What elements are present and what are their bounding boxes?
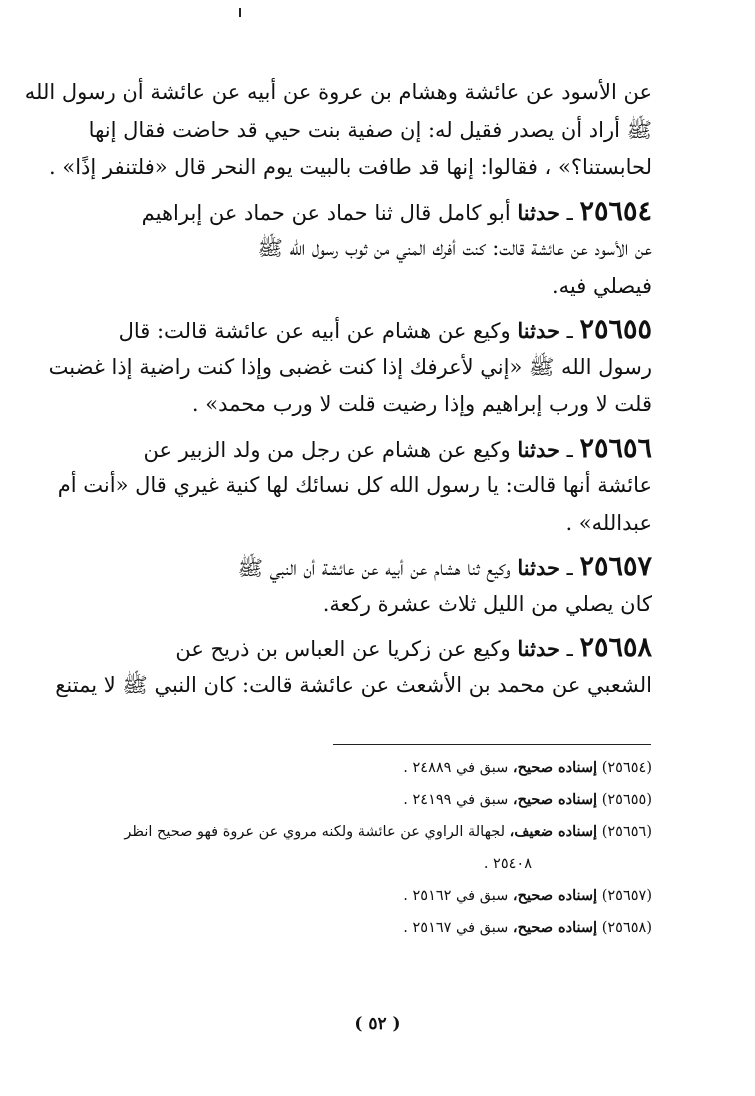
text-line: كان يصلي من الليل ثلاث عشرة ركعة.: [322, 591, 652, 616]
hadith-text: وكيع عن هشام عن أبيه عن عائشة قالت: قال: [118, 319, 518, 343]
footnote-text: ٢٥٤٠٨ .: [483, 856, 532, 872]
footnote-ref: (٢٥٦٥٥): [601, 792, 652, 808]
hadith-separator: ـ: [559, 200, 580, 225]
hadith-separator: ـ: [559, 319, 580, 343]
footnote-grade: إسناده صحيح،: [512, 791, 598, 808]
hadith-number: ٢٥٦٥٧: [579, 551, 652, 582]
hadith-number: ٢٥٦٥٤: [579, 195, 652, 227]
text-line: عائشة أنها قالت: يا رسول الله كل نسائك لها كنية غيري قال «أنت أم: [57, 473, 652, 497]
hadith-25657: [90, 548, 652, 623]
hadith-text: وكيع ثنا هشام عن أبيه عن عائشة أن النبي ﷺ: [237, 556, 518, 580]
hadith-lead: حدثنا: [517, 436, 560, 462]
text-line: رسول الله ﷺ «إني لأعرفك إذا كنت غضبى وإذا كنت راضية إذا غضبت: [48, 354, 652, 379]
text-line: الشعبي عن محمد بن الأشعث عن عائشة قالت: كان النبي ﷺ لا يمتنع: [55, 672, 652, 697]
hadith-separator: ـ: [559, 437, 580, 462]
hadith-lead: حدثنا: [517, 636, 560, 661]
hadith-separator: ـ: [559, 637, 580, 661]
hadith-first-line: [90, 311, 652, 349]
text-line: فيصلي فيه.: [551, 273, 652, 298]
footnotes: [72, 752, 652, 944]
hadith-25658: [55, 629, 652, 704]
hadith-number: ٢٥٦٥٦: [579, 432, 652, 464]
hadith-lead: حدثنا: [517, 318, 560, 343]
hadith-first-line: [90, 629, 652, 667]
page-number: ( ٥٢ ): [354, 1014, 401, 1034]
footnote: [72, 880, 652, 912]
hadith-number: ٢٥٦٥٥: [579, 314, 652, 345]
hadith-text: وكيع عن زكريا عن العباس بن ذريح عن: [175, 637, 518, 661]
hadith-first-line: [90, 548, 652, 586]
footnote-text: سبق في ٢٤١٩٩ .: [403, 792, 513, 808]
footnote: [72, 816, 652, 848]
hadith-25656: [57, 430, 652, 543]
footnote-grade: إسناده ضعيف،: [509, 823, 598, 840]
hadith-lead: حدثنا: [517, 555, 560, 580]
hadith-lead: حدثنا: [517, 199, 560, 225]
text-line: لحابستنا؟» ، فقالوا: إنها قد طافت بالبيت يوم النحر قال «فلتنفر إذًا» .: [49, 155, 652, 179]
hadith-first-line: [90, 193, 652, 231]
footnote-text: سبق في ٢٥١٦٢ .: [403, 888, 513, 904]
footnote-text: سبق في ٢٥١٦٧ .: [403, 920, 513, 936]
text-line: ﷺ أراد أن يصدر فقيل له: إن صفية بنت حيي قد حاضت فقال إنها: [88, 117, 652, 142]
footnote-ref: (٢٥٦٥٦): [601, 824, 652, 840]
hadith-separator: ـ: [559, 556, 580, 580]
footnote-grade: إسناده صحيح،: [512, 919, 598, 936]
text-line: عن الأسود عن عائشة وهشام بن عروة عن أبيه عن عائشة أن رسول الله: [24, 80, 652, 104]
footnote-continuation: [72, 848, 652, 880]
footnote-divider: [333, 744, 651, 745]
main-text: [24, 74, 652, 704]
footnote: [72, 784, 652, 816]
footnote-ref: (٢٥٦٥٤): [601, 760, 652, 776]
top-margin-mark: [239, 8, 241, 17]
hadith-text: أبو كامل قال ثنا حماد عن حماد عن إبراهيم: [141, 200, 518, 225]
hadith-25654: [90, 193, 652, 306]
hadith-25655: [48, 311, 652, 424]
footnote-ref: (٢٥٦٥٨): [601, 920, 652, 936]
footnote: [72, 752, 652, 784]
footnote: [72, 912, 652, 944]
footnote-ref: (٢٥٦٥٧): [601, 888, 652, 904]
footnote-grade: إسناده صحيح،: [512, 887, 598, 904]
text-line: عبدالله» .: [565, 510, 652, 535]
footnote-grade: إسناده صحيح،: [512, 759, 598, 776]
text-line: عن الأسود عن عائشة قالت: كنت أفرك المني من ثوب رسول الله ﷺ: [257, 236, 652, 260]
hadith-first-line: [90, 430, 652, 468]
footnote-text: لجهالة الراوي عن عائشة ولكنه مروي عن عروة فهو صحيح انظر: [124, 824, 510, 840]
hadith-number: ٢٥٦٥٨: [579, 632, 652, 663]
hadith-text: وكيع عن هشام عن رجل من ولد الزبير عن: [143, 437, 518, 462]
text-line: قلت لا ورب إبراهيم وإذا رضيت قلت لا ورب محمد» .: [191, 392, 652, 416]
footnote-text: سبق في ٢٤٨٨٩ .: [403, 760, 513, 776]
